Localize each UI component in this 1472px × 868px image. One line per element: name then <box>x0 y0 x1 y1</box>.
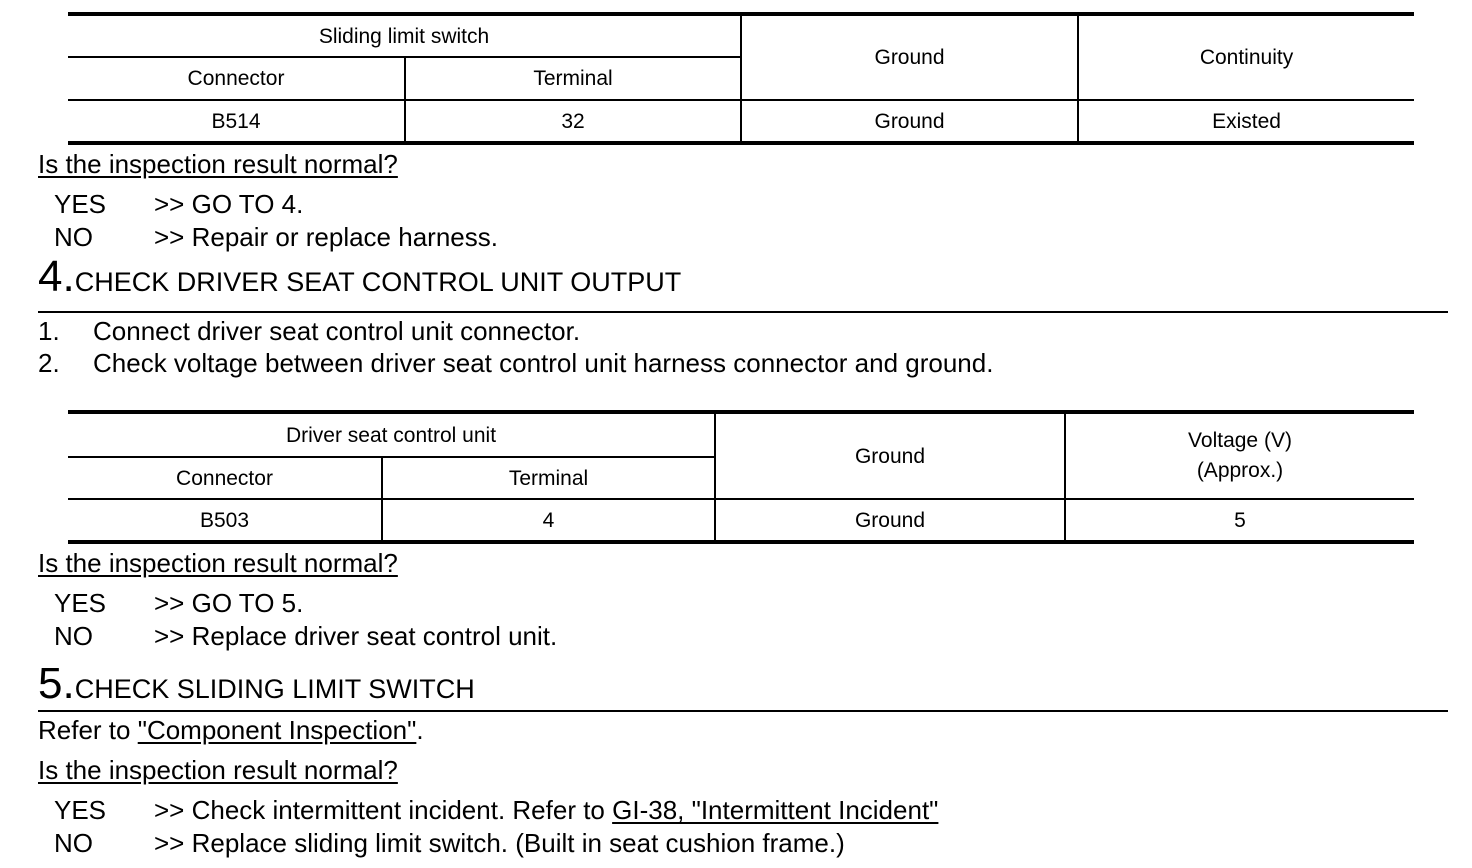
q1-no-key: NO <box>54 222 93 252</box>
q3-yes-content <box>154 795 938 826</box>
table1-ground-cell: Ground <box>741 100 1078 143</box>
table2-result-header-line1: Voltage (V) <box>1188 429 1292 452</box>
q1-no-text: >> Repair or replace harness. <box>154 222 498 252</box>
driver-seat-control-unit-table <box>68 410 1414 544</box>
q1-yes-row <box>0 189 1472 221</box>
q3-no-row <box>0 828 1472 860</box>
table1-result-header: Continuity <box>1078 14 1414 100</box>
table1-terminal-cell: 32 <box>405 100 741 143</box>
table1-connector-header: Connector <box>68 57 405 100</box>
table2-connector-cell: B503 <box>68 499 382 542</box>
table1-result-cell: Existed <box>1078 100 1414 143</box>
table2-ground-header: Ground <box>715 412 1065 499</box>
q1-no-row <box>0 222 1472 254</box>
step-5-refer-suffix: . <box>416 715 424 745</box>
table2-group-header: Driver seat control unit <box>68 412 715 457</box>
step-4-rule <box>38 311 1448 313</box>
q1-question: Is the inspection result normal? <box>38 149 398 179</box>
step-5-heading <box>38 659 475 709</box>
step-4-heading <box>38 252 681 302</box>
table2-result-header <box>1065 412 1414 499</box>
table1-group-header: Sliding limit switch <box>68 14 741 57</box>
step-4-title: CHECK DRIVER SEAT CONTROL UNIT OUTPUT <box>74 267 682 297</box>
table2-result-header-line2: (Approx.) <box>1196 459 1284 482</box>
q2-yes-key: YES <box>54 588 107 618</box>
q2-no-text: >> Replace driver seat control unit. <box>154 621 558 651</box>
table2-result-cell: 5 <box>1065 499 1414 542</box>
q3-yes-key: YES <box>54 795 107 825</box>
table1-ground-header: Ground <box>741 14 1078 100</box>
sliding-limit-switch-table <box>68 12 1414 145</box>
q3-yes-row <box>0 795 1472 827</box>
q2-question: Is the inspection result normal? <box>38 548 398 578</box>
step-4-number: 4. <box>38 252 75 301</box>
step-4-item-1-number: 1. <box>38 316 60 346</box>
step-4-item-1-text: Connect driver seat control unit connector. <box>93 316 581 346</box>
table1-terminal-header: Terminal <box>405 57 741 100</box>
step-4-item-2 <box>0 348 1472 380</box>
q1-yes-text: >> GO TO 4. <box>154 189 304 219</box>
step-5-title: CHECK SLIDING LIMIT SWITCH <box>74 674 475 704</box>
q3-no-key: NO <box>54 828 93 858</box>
q2-no-key: NO <box>54 621 93 651</box>
table2-terminal-header: Terminal <box>382 457 715 499</box>
step-4-item-2-text: Check voltage between driver seat control unit harness connector and ground. <box>93 348 994 378</box>
step-5-refer <box>38 715 424 746</box>
table1-connector-cell: B514 <box>68 100 405 143</box>
q2-yes-text: >> GO TO 5. <box>154 588 304 618</box>
q2-no-row <box>0 621 1472 653</box>
table2-connector-header: Connector <box>68 457 382 499</box>
component-inspection-link[interactable]: "Component Inspection" <box>137 715 417 745</box>
step-5-refer-prefix: Refer to <box>38 715 138 745</box>
step-4-item-1 <box>0 316 1472 348</box>
q3-yes-text: >> Check intermittent incident. Refer to <box>154 795 613 825</box>
q3-no-text: >> Replace sliding limit switch. (Built in seat cushion frame.) <box>154 828 845 858</box>
q1-yes-key: YES <box>54 189 107 219</box>
step-4-item-2-number: 2. <box>38 348 60 378</box>
step-5-number: 5. <box>38 659 75 708</box>
step-5-rule <box>38 710 1448 712</box>
table2-terminal-cell: 4 <box>382 499 715 542</box>
q2-yes-row <box>0 588 1472 620</box>
q3-question: Is the inspection result normal? <box>38 755 398 785</box>
table2-ground-cell: Ground <box>715 499 1065 542</box>
intermittent-incident-link[interactable]: GI-38, "Intermittent Incident" <box>612 795 939 825</box>
